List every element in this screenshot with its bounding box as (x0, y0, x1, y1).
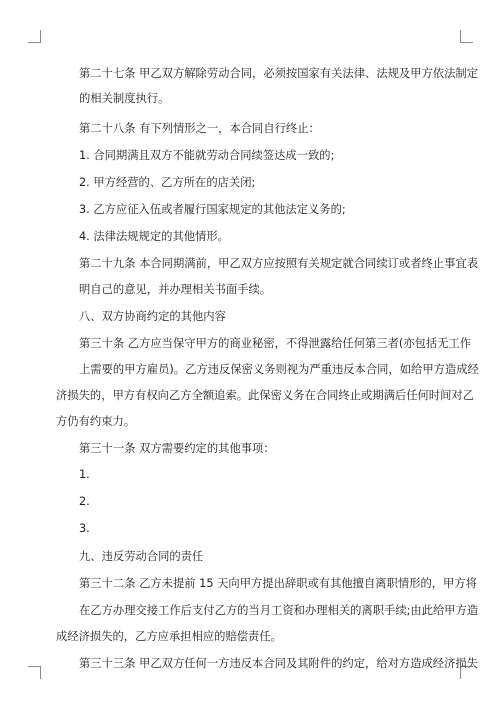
article-33-line-1: 第三十三条 甲乙双方任何一方违反本合同及其附件的约定，给对方造成经济损失 (79, 657, 478, 670)
list-item-4: 4. 法律法规规定的其他情形。 (79, 230, 229, 243)
article-31-item-2: 2. (79, 495, 90, 508)
crop-mark-top-right (460, 30, 473, 43)
article-27-line-1: 第二十七条 甲乙双方解除劳动合同，必须按国家有关法律、法规及甲方依法制定 (79, 67, 478, 80)
article-28-heading: 第二十八条 有下列情形之一，本合同自行终止： (79, 122, 320, 135)
article-31-heading: 第三十一条 双方需要约定的其他事项： (79, 442, 275, 455)
article-31-item-3: 3. (79, 522, 90, 535)
list-item-2: 2. 甲方经营的、乙方所在的店关闭; (79, 176, 256, 189)
crop-mark-top-left (28, 30, 41, 43)
article-32-line-1: 第三十二条 乙方未提前 15 天向甲方提出辞职或有其他擅自离职情形的，甲方将 (79, 577, 477, 590)
section-9-heading: 九、违反劳动合同的责任 (79, 550, 204, 563)
list-item-1: 1. 合同期满且双方不能就劳动合同续签达成一致的; (79, 149, 335, 162)
article-32-line-2: 在乙方办理交接工作后支付乙方的当月工资和办理相关的离职手续;由此给甲方造 (79, 604, 479, 617)
article-30-line-2: 上需要的甲方雇员)。乙方违反保密义务则视为严重违反本合同，如给甲方造成经 (79, 363, 479, 376)
article-30-line-3: 济损失的，甲方有权向乙方全额追索。此保密义务在合同终止或期满后任何时间对乙 (56, 389, 474, 402)
list-item-3: 3. 乙方应征入伍或者履行国家规定的其他法定义务的; (79, 203, 346, 216)
article-27-line-2: 的相关制度执行。 (79, 92, 170, 105)
article-29-line-1: 第二十九条 本合同期满前，甲乙双方应按照有关规定就合同续订或者终止事宜表 (79, 257, 478, 270)
article-29-line-2: 明自己的意见，并办理相关书面手续。 (79, 283, 272, 296)
article-30-line-1: 第三十条 乙方应当保守甲方的商业秘密，不得泄露给任何第三者(亦包括无工作 (79, 337, 472, 350)
section-8-heading: 八、双方协商约定的其他内容 (79, 310, 226, 323)
article-30-line-4: 方仍有约束力。 (56, 415, 136, 428)
article-32-line-3: 成经济损失的，乙方应承担相应的赔偿责任。 (56, 630, 282, 643)
article-31-item-1: 1. (79, 468, 90, 481)
crop-mark-bottom-left (28, 666, 41, 679)
